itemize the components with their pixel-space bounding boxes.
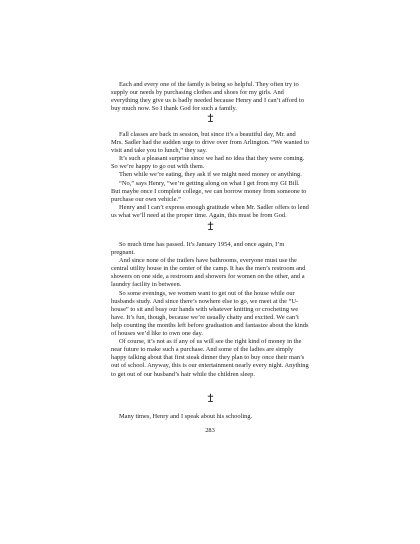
section-4 [111,413,309,421]
section-3 [111,241,309,379]
paragraph: Each and every one of the family is being so helpful. They often try to supply our needs by purchasing clothes and shoes for my girls. And everything they give us is badly needed because Henry and I can’t afford to buy much now. So I thank God for such a family. [111,81,305,113]
paragraph: So much time has passed. It’s January 1954, and once again, I’m pregnant. [111,241,285,257]
paragraph: Of course, it’s not as if any of us will see the right kind of money in the near future to make such a purchase. And some of the ladies are simply happy talking about that first steak dinner they plan to buy once their man’s out of school. Anyway, this is our entertainment nearly every night. Anything to get out of our husband’s hair while the children sleep. [111,338,309,378]
paragraph: Fall classes are back in session, but since it’s a beautiful day, Mr. and Mrs. Sadler had the sudden urge to drive over from Arlington. “We wanted to visit and take you to lunch,” they say. [111,131,309,155]
paragraph: It’s such a pleasant surprise since we had no idea that they were coming. So we’re happy to go out with them. [111,155,305,171]
paragraph: Henry and I can’t express enough gratitude when Mr. Sadler offers to lend us what we’ll need at the proper time. Again, this must be from God. [111,203,309,219]
cross-icon [200,221,220,231]
section-2 [111,131,309,220]
paragraph: And since none of the trailers have bathrooms, everyone must use the central utility house in the center of the camp. It has the men’s restroom and showers on one side, a restroom and showers for women on the other, and a laundry facility in between. [111,257,306,289]
paragraph: Many times, Henry and I speak about his schooling. [119,413,253,420]
section-1 [111,81,309,113]
cross-icon [200,393,220,403]
paragraph: So some evenings, we women want to get out of the house while our husbands study. And since there’s nowhere else to go, we meet at the “U-house” to sit and busy our hands with whatever knitting or crocheting we have. It’s fun, though, because we’re usually chatty and excited. We can’t help counting the months left before graduation and fantasize about the kinds of houses we’d like to own one day. [111,289,309,338]
cross-icon [200,113,220,123]
page-number: 283 [205,427,215,434]
paragraph: “No,” says Henry, “we’re getting along on what I get from my GI Bill. But maybe once I complete college, we can borrow money from someone to purchase our own vehicle.” [111,179,307,203]
paragraph: Then while we’re eating, they ask if we might need money or anything. [119,171,302,179]
